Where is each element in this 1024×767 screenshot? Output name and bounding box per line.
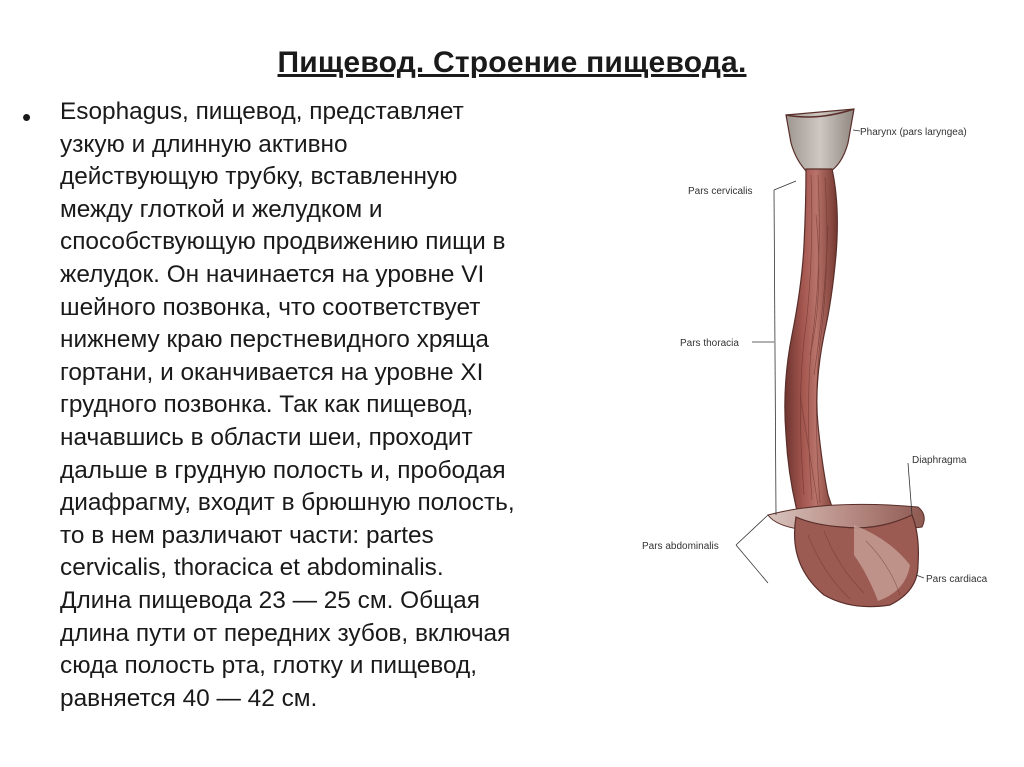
page-title: Пищевод. Строение пищевода. xyxy=(277,46,747,79)
body-text xyxy=(60,96,650,715)
text-line: равняется 40 — 42 см. xyxy=(60,684,318,712)
text-line: диафрагму, входит в брюшную полость, xyxy=(60,489,515,517)
text-line: начавшись в области шеи, проходит xyxy=(60,423,473,451)
label-pars-cervicalis: Pars cervicalis xyxy=(688,186,753,197)
text-line: гортани, и оканчивается на уровне XI xyxy=(60,358,484,386)
label-pars-thoracia: Pars thoracia xyxy=(680,338,739,349)
label-pharynx: Pharynx (pars laryngea) xyxy=(860,127,967,138)
text-line: узкую и длинную активно xyxy=(60,130,348,158)
text-line: дальше в грудную полость и, прободая xyxy=(60,456,506,484)
esophagus-svg xyxy=(628,95,1024,655)
text-line: шейного позвонка, что соответствует xyxy=(60,293,481,321)
esophagus-illustration xyxy=(628,95,1024,655)
text-line: Длина пищевода 23 — 25 см. Общая xyxy=(60,586,480,614)
text-line: cervicalis, thoracica et abdominalis. xyxy=(60,554,444,582)
text-line: то в нем различают части: partes xyxy=(60,521,434,549)
text-line: желудок. Он начинается на уровне VI xyxy=(60,260,485,288)
label-diaphragma: Diaphragma xyxy=(912,455,967,466)
bullet-marker: • xyxy=(22,102,32,132)
text-line: между глоткой и желудком и xyxy=(60,195,383,223)
label-pars-abdominalis: Pars abdominalis xyxy=(642,541,719,552)
text-line: нижнему краю перстневидного хряща xyxy=(60,326,489,354)
label-pars-cardiaca: Pars cardiaca xyxy=(926,574,988,585)
text-line: длина пути от передних зубов, включая xyxy=(60,619,511,647)
text-line: грудного позвонка. Так как пищевод, xyxy=(60,391,474,419)
text-line: действующую трубку, вставленную xyxy=(60,163,458,191)
text-line: Esophagus, пищевод, представляет xyxy=(60,98,464,125)
pharynx-shape xyxy=(786,109,854,173)
text-line: сюда полость рта, глотку и пищевод, xyxy=(60,652,478,680)
text-line: способствующую продвижению пищи в xyxy=(60,228,506,256)
